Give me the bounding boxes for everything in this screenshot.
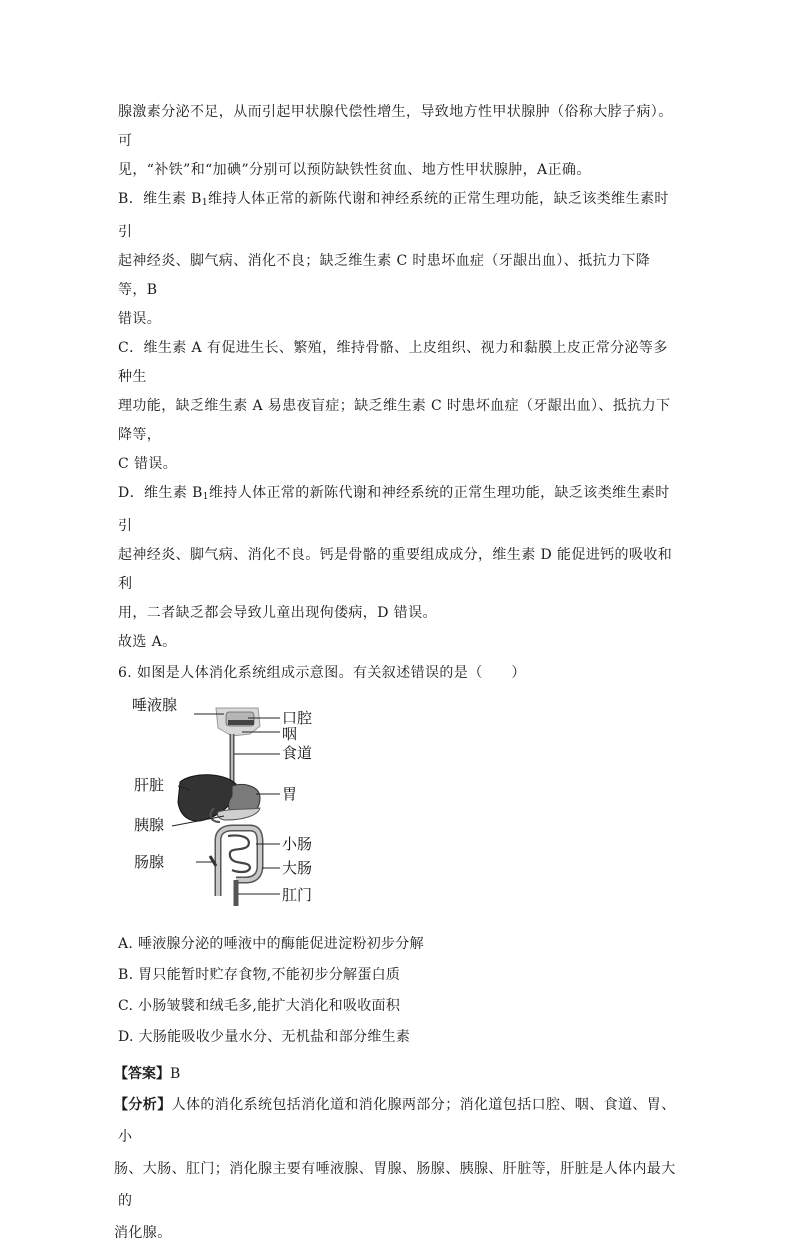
text-span: 人体的消化系统包括消化道和消化腺两部分；消化道包括口腔、咽、食道、胃、小 (118, 1097, 676, 1145)
text-line: 起神经炎、脚气病、消化不良。钙是骨骼的重要组成成分，维生素 D 能促进钙的吸收和利 (118, 547, 673, 592)
label-esophagus: 食道 (282, 744, 313, 762)
text-span: B．维生素 B (118, 191, 202, 207)
text-span: 维持人体正常的新陈代谢和神经系统的正常生理功能，缺乏该类维生素时引 (118, 191, 669, 240)
text-line: 错误。 (118, 311, 162, 327)
option-d-explanation (118, 479, 678, 541)
text-line: 腺激素分泌不足，从而引起甲状腺代偿性增生，导致地方性甲状腺肿（俗称大脖子病）。可 (118, 104, 673, 149)
text-span: D．维生素 B (118, 485, 203, 501)
text-line: 消化腺。 (114, 1225, 172, 1241)
option-c-explanation: C．维生素 A 有促进生长、繁殖，维持骨骼、上皮组织、视力和黏膜上皮正常分泌等多种生 (118, 340, 668, 385)
analysis-line (114, 1089, 678, 1153)
label-pharynx: 咽 (282, 725, 298, 743)
answer-tag: 【答案】 (114, 1066, 170, 1082)
option-c: C. 小肠皱襞和绒毛多,能扩大消化和吸收面积 (118, 998, 401, 1014)
label-anus: 肛门 (282, 886, 313, 904)
document-page (114, 98, 678, 1249)
text-line: C 错误。 (118, 456, 178, 472)
question-stem: 6. 如图是人体消化系统组成示意图。有关叙述错误的是（ ） (118, 665, 526, 681)
label-salivary-gland: 唾液腺 (132, 696, 178, 714)
text-line: 肠、大肠、肛门；消化腺主要有唾液腺、胃腺、肠腺、胰腺、肝脏等，肝脏是人体内最大的 (114, 1161, 676, 1209)
analysis-tag: 【分析】 (114, 1097, 172, 1113)
option-d: D. 大肠能吸收少量水分、无机盐和部分维生素 (118, 1029, 411, 1045)
label-mouth: 口腔 (282, 709, 313, 727)
answer-line (114, 1059, 678, 1089)
label-large-intestine: 大肠 (282, 859, 313, 877)
option-a: A. 唾液腺分泌的唾液中的酶能促进淀粉初步分解 (118, 936, 424, 952)
subscript: 1 (202, 492, 209, 502)
label-liver: 肝脏 (134, 776, 165, 794)
label-stomach: 胃 (282, 785, 298, 803)
text-span: 维持人体正常的新陈代谢和神经系统的正常生理功能，缺乏该类维生素时引 (118, 485, 670, 534)
label-intestinal-gland: 肠腺 (134, 853, 165, 871)
option-b: B. 胃只能暂时贮存食物,不能初步分解蛋白质 (118, 967, 401, 983)
subscript: 1 (201, 198, 208, 208)
text-line: 见，“补铁”和“加碘”分别可以预防缺铁性贫血、地方性甲状腺肿，A正确。 (118, 162, 591, 178)
option-b-explanation (118, 185, 678, 247)
answer-value: B (170, 1066, 181, 1082)
text-line: 理功能，缺乏维生素 A 易患夜盲症；缺乏维生素 C 时患坏血症（牙龈出血）、抵抗力下降等， (118, 398, 671, 443)
label-small-intestine: 小肠 (282, 835, 313, 853)
text-line: 用，二者缺乏都会导致儿童出现佝偻病，D 错误。 (118, 605, 437, 621)
conclusion: 故选 A。 (118, 634, 177, 650)
label-pancreas: 胰腺 (134, 816, 165, 834)
digestive-system-figure (132, 696, 332, 921)
text-line: 起神经炎、脚气病、消化不良；缺乏维生素 C 时患坏血症（牙龈出血）、抵抗力下降等，B (118, 253, 651, 298)
